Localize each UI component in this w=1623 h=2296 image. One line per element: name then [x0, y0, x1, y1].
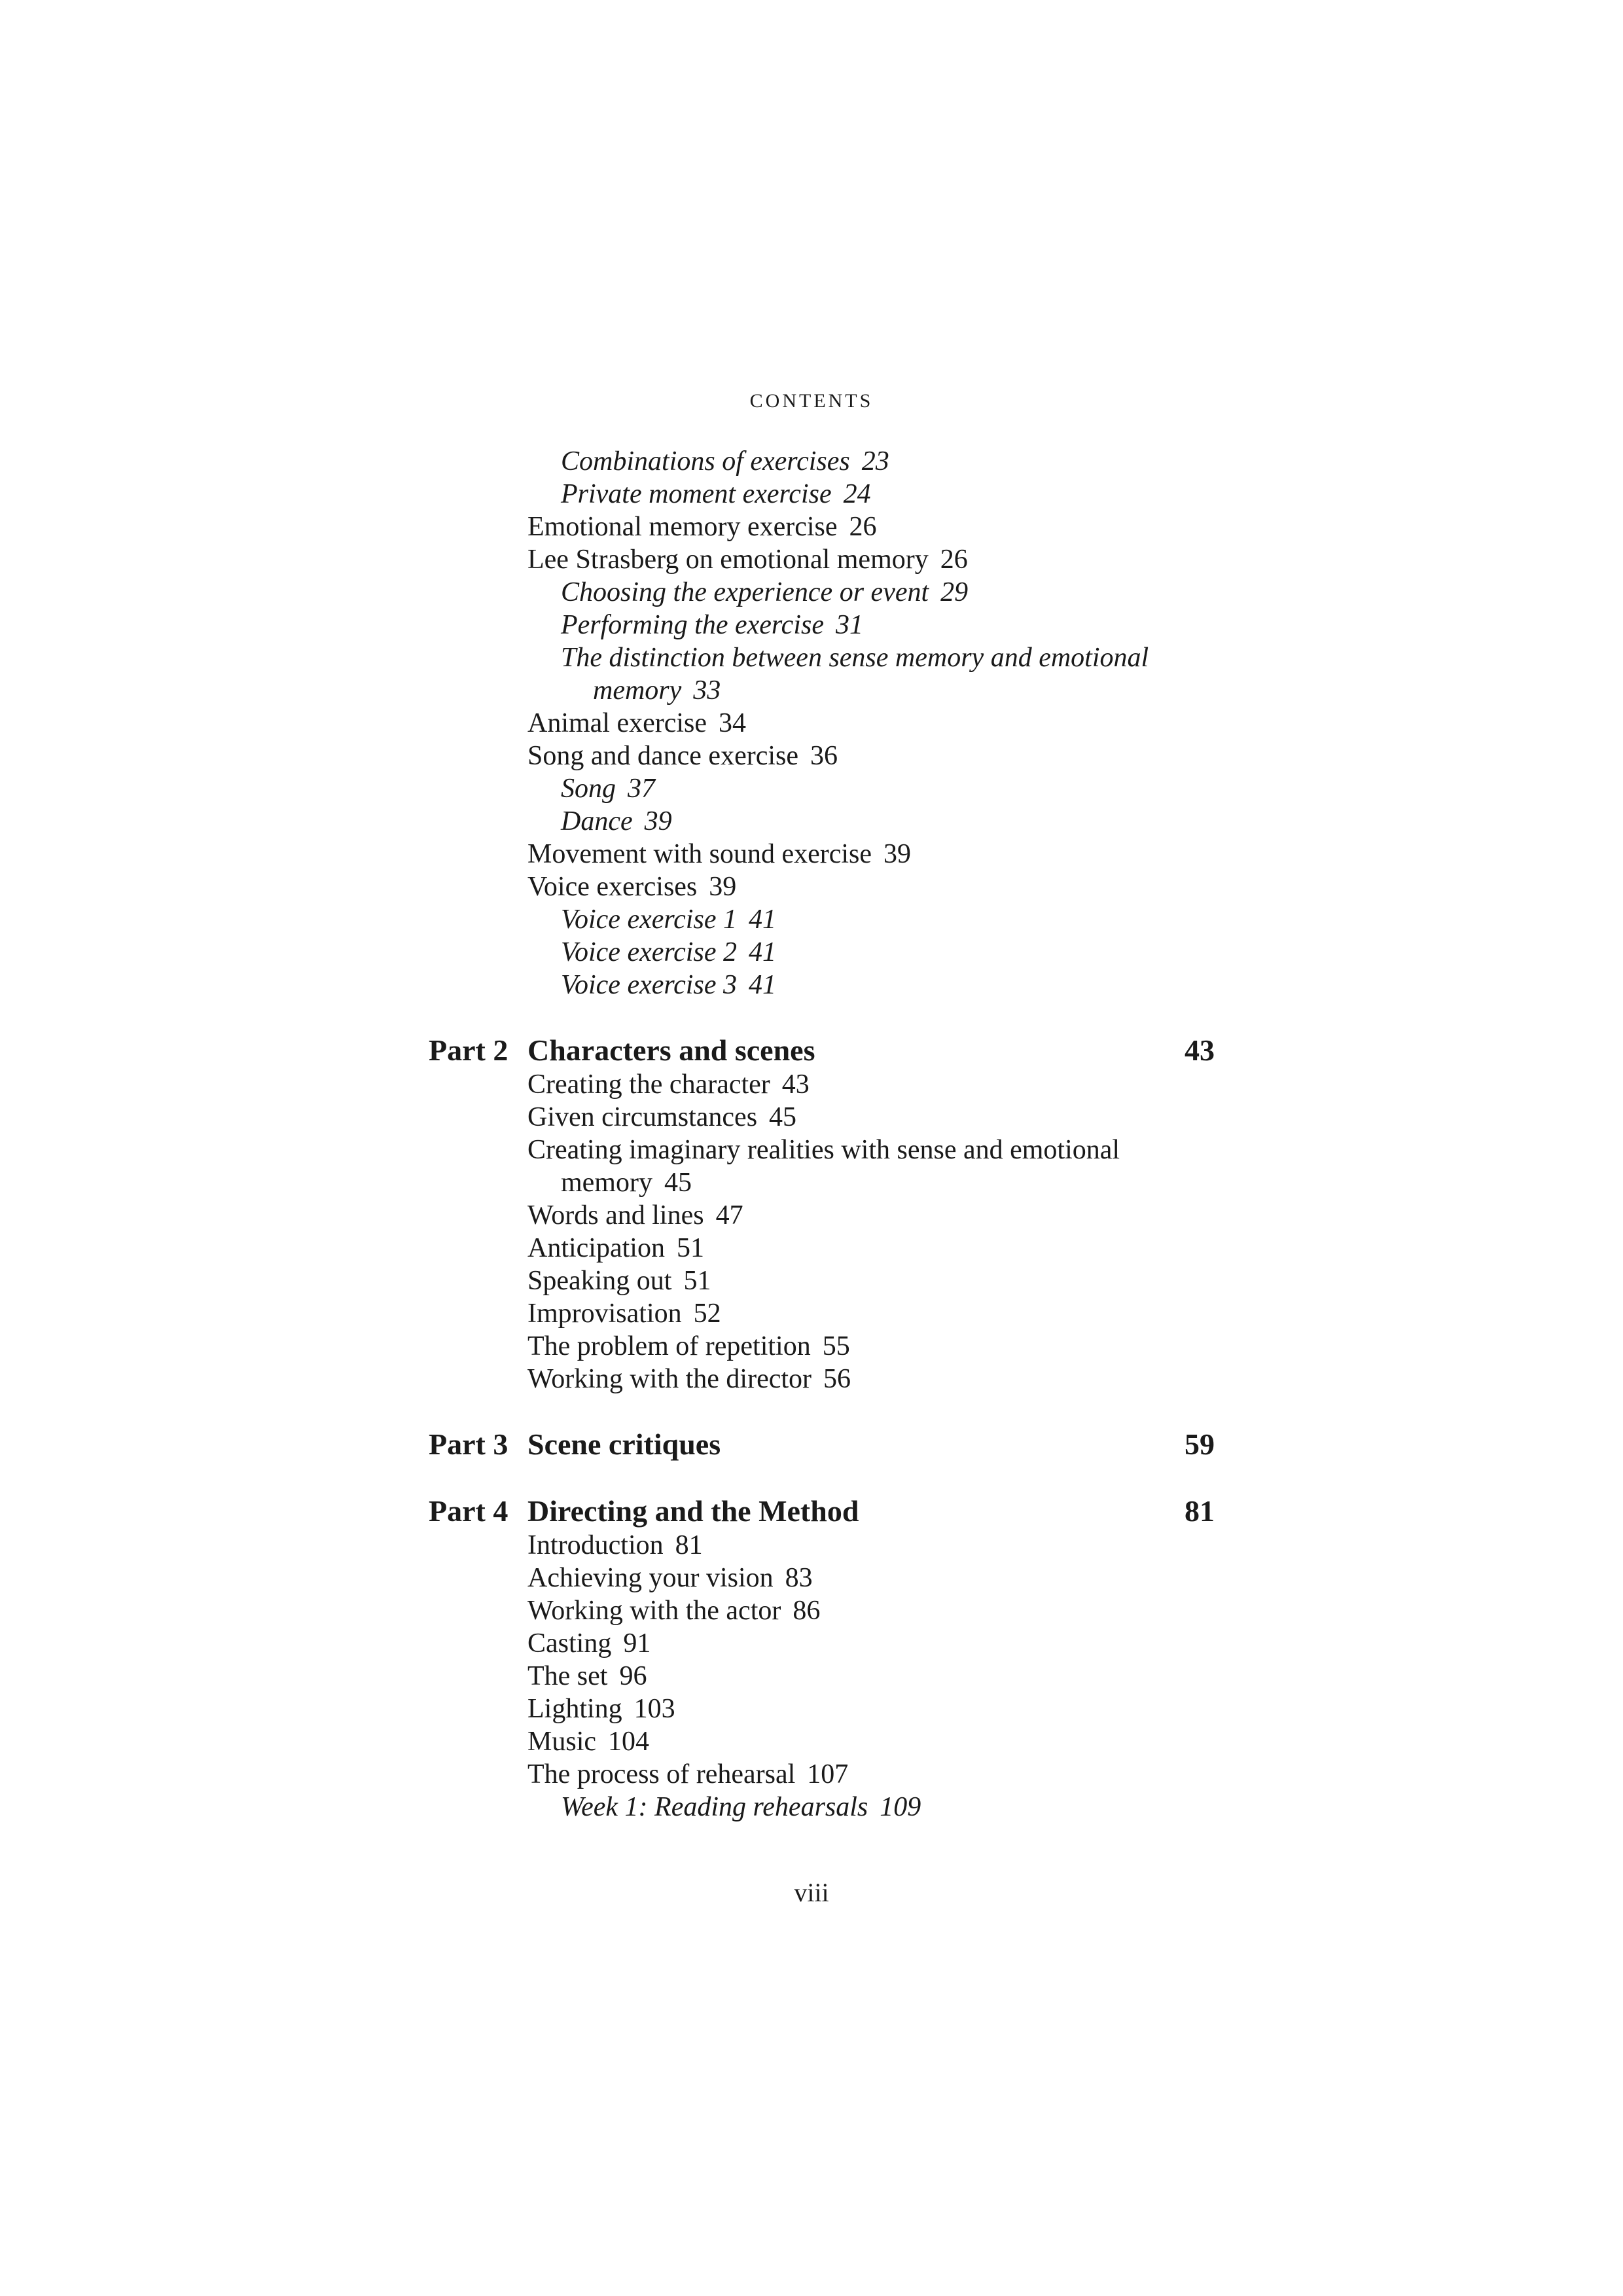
- toc-entry-page: 43: [781, 1069, 810, 1100]
- toc-entry-title: Dance: [561, 806, 633, 836]
- toc-entry-title: Animal exercise: [527, 708, 707, 738]
- toc-entry-page: 45: [664, 1168, 692, 1198]
- toc-entry-title: Words and lines: [527, 1200, 704, 1230]
- toc-entry: [0, 1068, 1623, 1101]
- toc-entry-page: 103: [633, 1694, 675, 1724]
- toc-entry-page: 39: [883, 839, 912, 869]
- toc-entry: [0, 1232, 1623, 1265]
- toc-entry-page: 47: [715, 1200, 743, 1230]
- part-page-number: 81: [1185, 1494, 1215, 1528]
- toc-entry-page: 24: [843, 479, 871, 509]
- toc-entry-title: Week 1: Reading rehearsals: [561, 1792, 868, 1822]
- toc-entry: [0, 1101, 1623, 1134]
- toc-entry-page: 41: [748, 905, 776, 935]
- toc-entry-title: Song and dance exercise: [527, 741, 798, 771]
- toc-entry: [0, 445, 1623, 478]
- toc-entry: [0, 936, 1623, 969]
- toc-entry-page: 36: [810, 741, 838, 771]
- toc-entry: [0, 543, 1623, 576]
- page-number: viii: [794, 1878, 829, 1907]
- toc-entry-title: Creating imaginary realities with sense and emotional: [527, 1135, 1120, 1165]
- toc-entry-page: 81: [675, 1530, 703, 1560]
- toc-entry: [0, 511, 1623, 543]
- toc-entry: [0, 1562, 1623, 1594]
- toc-entry: [0, 1265, 1623, 1297]
- toc-entry-page: 26: [849, 512, 877, 542]
- toc-entry: [0, 1693, 1623, 1725]
- toc-entry-title: Creating the character: [527, 1069, 770, 1100]
- toc-entry: [0, 1529, 1623, 1562]
- toc-entry-page: 83: [785, 1563, 813, 1593]
- toc-entry: [0, 1330, 1623, 1363]
- toc-entry-page: 37: [628, 774, 655, 804]
- toc-entry: [0, 1199, 1623, 1232]
- toc-entry-page: 51: [676, 1233, 704, 1263]
- toc-entry-page: 104: [608, 1727, 649, 1757]
- toc-entry-title: Combinations of exercises: [561, 446, 850, 476]
- toc-entry-title: Given circumstances: [527, 1102, 758, 1132]
- toc-entry-title: Anticipation: [527, 1233, 665, 1263]
- toc-entry: [0, 1758, 1623, 1791]
- toc-entry-page: 39: [709, 872, 737, 902]
- toc-entry-title: The problem of repetition: [527, 1331, 811, 1361]
- toc-entry: [0, 1134, 1623, 1166]
- toc-entry-title: Voice exercises: [527, 872, 698, 902]
- toc-entry: [0, 805, 1623, 838]
- toc-entry-page: 86: [793, 1596, 821, 1626]
- part-heading: [0, 1494, 1623, 1529]
- part-title: Scene critiques: [527, 1427, 721, 1461]
- toc-entry-page: 39: [644, 806, 672, 836]
- toc-entry-title: Voice exercise 1: [561, 905, 737, 935]
- toc-entry-title: memory: [593, 675, 682, 706]
- toc-entry: [0, 870, 1623, 903]
- toc-entry-title: Working with the director: [527, 1364, 812, 1394]
- running-head: CONTENTS: [749, 390, 874, 412]
- toc-entry: [0, 641, 1623, 674]
- toc-entry: [0, 609, 1623, 641]
- toc-entry-page: 29: [940, 577, 969, 607]
- toc-entry-title: Song: [561, 774, 616, 804]
- toc-entry: [0, 1791, 1623, 1823]
- toc-entry-page: 55: [822, 1331, 850, 1361]
- toc-entry-page: 96: [619, 1661, 647, 1691]
- toc-entry: [0, 1363, 1623, 1395]
- toc-entry-page: 26: [940, 545, 968, 575]
- toc-entry-page: 34: [719, 708, 747, 738]
- toc-entry-page: 33: [693, 675, 721, 706]
- table-of-contents: [0, 445, 1623, 1823]
- toc-entry-title: Achieving your vision: [527, 1563, 774, 1593]
- toc-entry-title: The set: [527, 1661, 608, 1691]
- toc-entry: [0, 1660, 1623, 1693]
- part-heading: [0, 1427, 1623, 1462]
- part-heading: [0, 1033, 1623, 1068]
- toc-entry-page: 52: [693, 1299, 721, 1329]
- part-page-number: 43: [1185, 1033, 1215, 1067]
- part-label: Part 4: [429, 1494, 508, 1528]
- toc-entry-title: Voice exercise 3: [561, 970, 737, 1000]
- part-page-number: 59: [1185, 1427, 1215, 1461]
- toc-entry: [0, 707, 1623, 740]
- toc-entry-page: 45: [769, 1102, 797, 1132]
- toc-entry-title: The process of rehearsal: [527, 1759, 796, 1789]
- toc-entry: [0, 674, 1623, 707]
- toc-entry: [0, 740, 1623, 772]
- part-title: Directing and the Method: [527, 1494, 859, 1528]
- part-label: Part 3: [429, 1427, 508, 1461]
- toc-entry-page: 23: [861, 446, 889, 476]
- toc-entry-title: Working with the actor: [527, 1596, 781, 1626]
- toc-entry-page: 91: [623, 1628, 651, 1659]
- toc-entry: [0, 969, 1623, 1001]
- toc-entry: [0, 1297, 1623, 1330]
- toc-entry-title: Casting: [527, 1628, 612, 1659]
- toc-entry: [0, 1627, 1623, 1660]
- toc-entry: [0, 1594, 1623, 1627]
- toc-entry-title: Lighting: [527, 1694, 622, 1724]
- toc-entry-title: The distinction between sense memory and emotional: [561, 643, 1149, 673]
- toc-entry: [0, 576, 1623, 609]
- toc-entry-title: Speaking out: [527, 1266, 672, 1296]
- toc-entry: [0, 1166, 1623, 1199]
- toc-entry: [0, 903, 1623, 936]
- toc-entry-title: Music: [527, 1727, 596, 1757]
- toc-entry-title: Improvisation: [527, 1299, 682, 1329]
- toc-entry-title: Private moment exercise: [561, 479, 832, 509]
- toc-entry-page: 109: [880, 1792, 921, 1822]
- toc-entry-page: 31: [835, 610, 863, 640]
- toc-entry-page: 107: [807, 1759, 849, 1789]
- toc-entry-title: Lee Strasberg on emotional memory: [527, 545, 929, 575]
- toc-entry-title: Movement with sound exercise: [527, 839, 872, 869]
- toc-entry: [0, 478, 1623, 511]
- toc-entry-page: 56: [823, 1364, 851, 1394]
- toc-entry-page: 41: [748, 937, 776, 967]
- toc-entry-page: 41: [748, 970, 776, 1000]
- toc-entry-page: 51: [683, 1266, 711, 1296]
- toc-entry-title: memory: [561, 1168, 652, 1198]
- toc-entry-title: Introduction: [527, 1530, 664, 1560]
- part-title: Characters and scenes: [527, 1033, 815, 1067]
- toc-entry-title: Performing the exercise: [561, 610, 824, 640]
- toc-entry: [0, 772, 1623, 805]
- toc-entry-title: Choosing the experience or event: [561, 577, 929, 607]
- toc-entry: [0, 838, 1623, 870]
- toc-entry-title: Emotional memory exercise: [527, 512, 838, 542]
- toc-entry: [0, 1725, 1623, 1758]
- part-label: Part 2: [429, 1033, 508, 1067]
- toc-entry-title: Voice exercise 2: [561, 937, 737, 967]
